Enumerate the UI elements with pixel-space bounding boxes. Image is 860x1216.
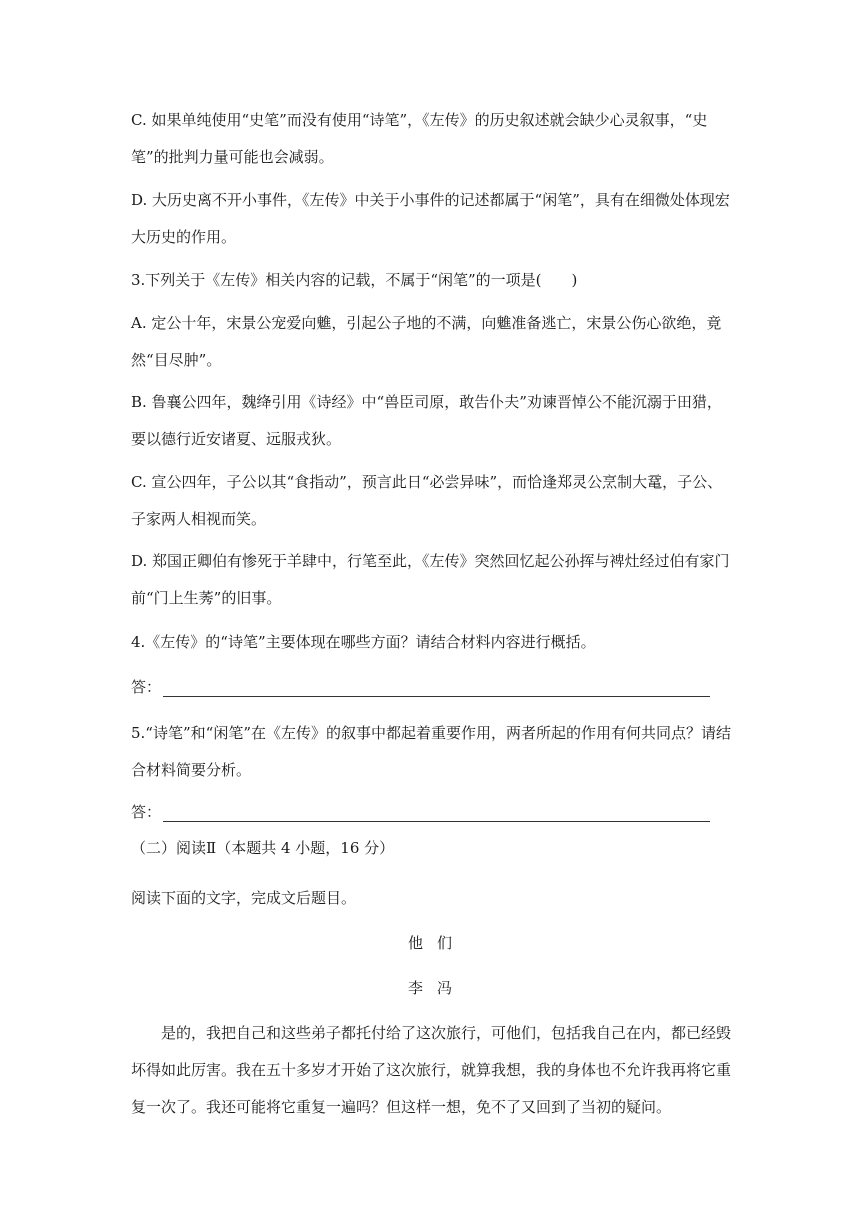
q4-answer-line[interactable] bbox=[163, 682, 710, 697]
q5-answer-row bbox=[131, 802, 710, 822]
q4-answer-label: 答： bbox=[131, 678, 162, 696]
q3-option-d: D. 郑国正卿伯有惨死于羊肆中，行笔至此，《左传》突然回忆起公孙挥与裨灶经过伯有家门前“门上生莠”的旧事。 bbox=[131, 552, 730, 607]
section-heading: （二）阅读Ⅱ（本题共 4 小题，16 分） bbox=[131, 839, 395, 857]
q2-option-c: C. 如果单纯使用“史笔”而没有使用“诗笔”，《左传》的历史叙述就会缺少心灵叙事，“史笔”的批判力量可能也会减弱。 bbox=[131, 111, 708, 166]
q5-answer-line[interactable] bbox=[163, 807, 710, 822]
q2-option-d: D. 大历史离不开小事件，《左传》中关于小事件的记述都属于“闲笔”，具有在细微处体现宏大历史的作用。 bbox=[131, 191, 730, 246]
q3-option-c: C. 宣公四年，子公以其“食指动”，预言此日“必尝异味”，而恰逢郑灵公烹制大鼋，子公、子家两人相视而笑。 bbox=[131, 473, 723, 528]
article-title: 他们 bbox=[407, 934, 466, 952]
q5-stem: 5.“诗笔”和“闲笔”在《左传》的叙事中都起着重要作用，两者所起的作用有何共同点？请结合材料简要分析。 bbox=[131, 724, 731, 779]
section-instruction: 阅读下面的文字，完成文后题目。 bbox=[131, 889, 357, 907]
q3-stem: 3.下列关于《左传》相关内容的记载，不属于“闲笔”的一项是( ) bbox=[131, 271, 578, 289]
q3-option-a: A. 定公十年，宋景公宠爱向魋，引起公子地的不满，向魋准备逃亡，宋景公伤心欲绝，竟然“目尽肿”。 bbox=[131, 314, 722, 369]
q3-option-b: B. 鲁襄公四年，魏绛引用《诗经》中“兽臣司原，敢告仆夫”劝谏晋悼公不能沉溺于田猎，要以德行近安诸夏、远服戎狄。 bbox=[131, 393, 722, 448]
q4-stem: 4.《左传》的“诗笔”主要体现在哪些方面？请结合材料内容进行概括。 bbox=[131, 633, 596, 651]
article-author: 李冯 bbox=[407, 979, 466, 997]
article-body-paragraph: 是的，我把自己和这些弟子都托付给了这次旅行，可他们，包括我自己在内，都已经毁坏得如此厉害。我在五十多岁才开始了这次旅行，就算我想，我的身体也不允许我再将它重复一次了。我还可能将它重复一遍吗？但这样一想，免不了又回到了当初的疑问。 bbox=[131, 1024, 732, 1116]
q5-answer-label: 答： bbox=[131, 803, 162, 821]
q4-answer-row bbox=[131, 677, 710, 697]
